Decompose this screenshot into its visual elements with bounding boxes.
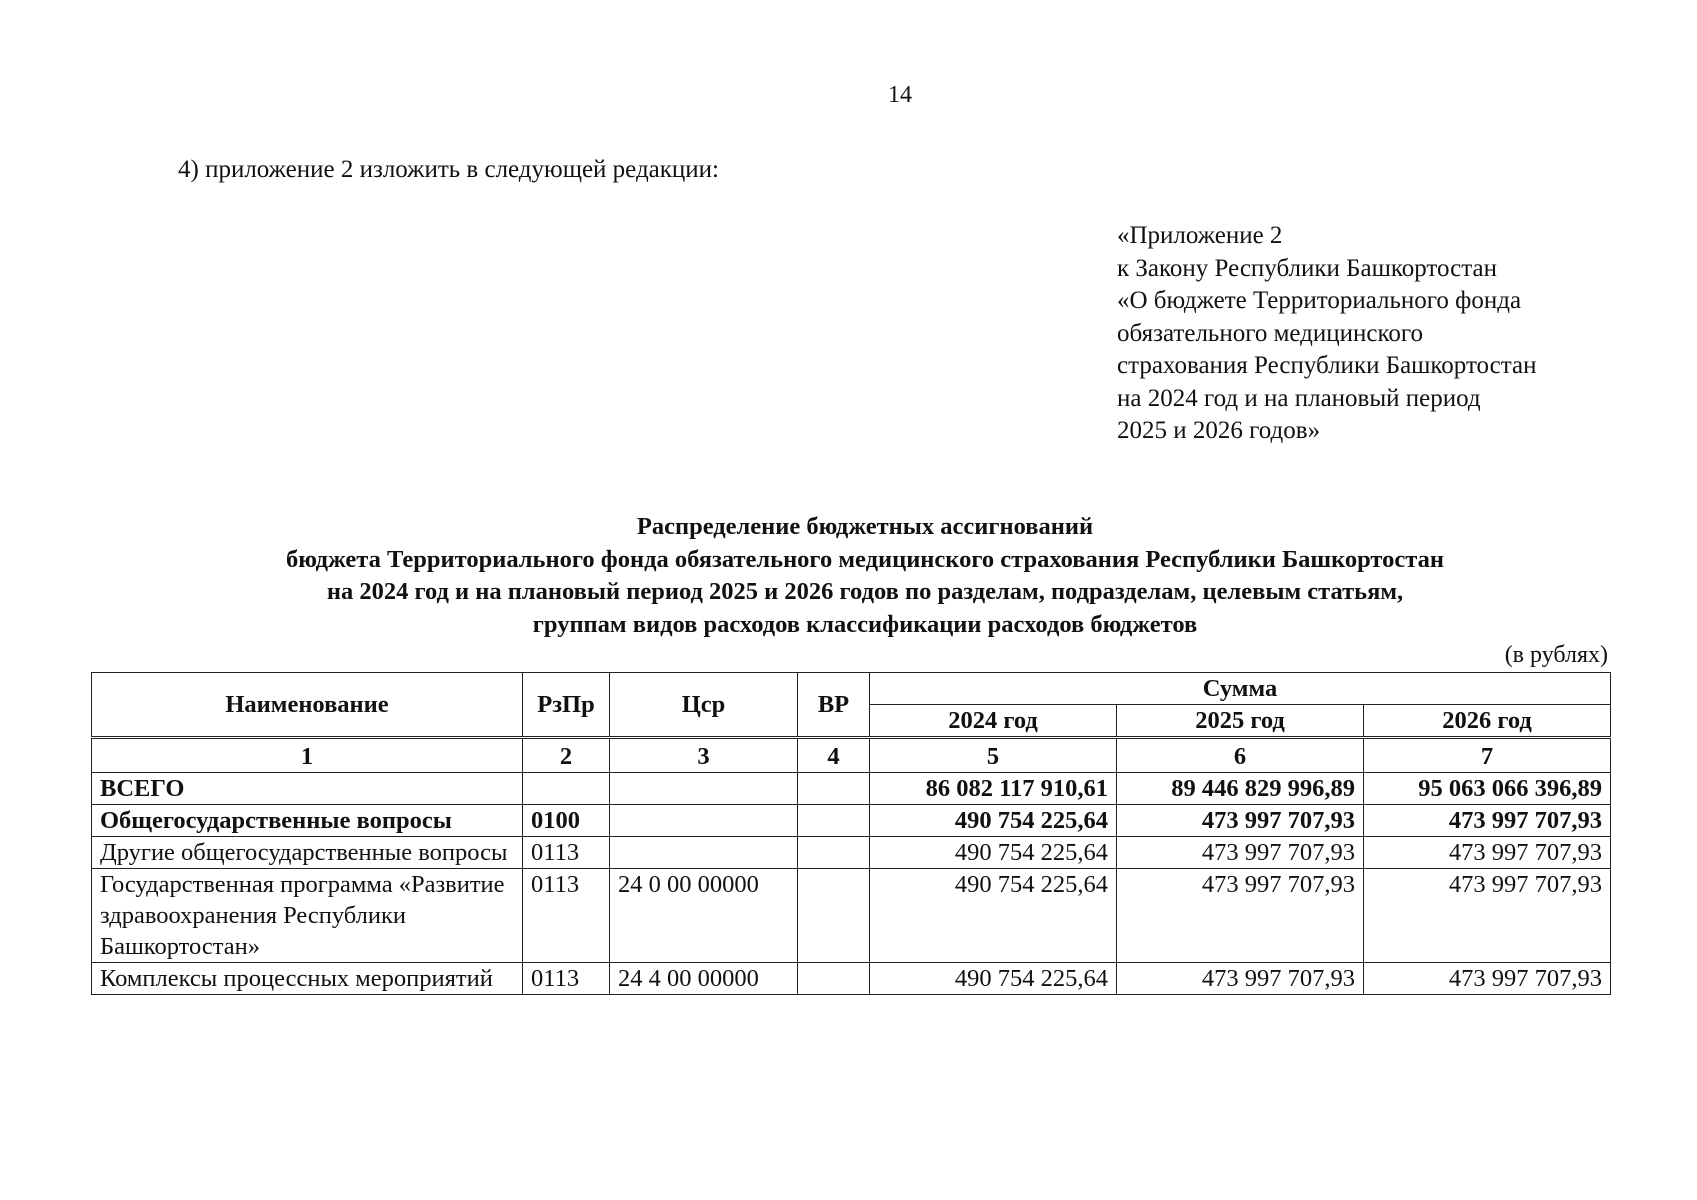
row-csr: 24 0 00 00000 [610,869,798,963]
budget-table [91,672,1611,995]
row-sum-2024: 490 754 225,64 [870,963,1117,995]
header-vr: ВР [798,673,870,738]
appendix-line: «О бюджете Территориального фонда [1117,287,1522,314]
row-vr [798,773,870,805]
row-sum-2024: 490 754 225,64 [870,805,1117,837]
table-row-total [92,773,1611,805]
row-csr [610,773,798,805]
row-sum-2026: 473 997 707,93 [1364,869,1611,963]
row-csr [610,805,798,837]
row-rzpr: 0100 [523,805,610,837]
header-rzpr: РзПр [523,673,610,738]
column-number: 2 [523,738,610,773]
units-note: (в рублях) [1504,642,1608,668]
row-rzpr: 0113 [523,869,610,963]
title-line: Распределение бюджетных ассигнований [636,513,1094,540]
row-csr [610,837,798,869]
appendix-line: 2025 и 2026 годов» [1117,417,1321,444]
appendix-line: «Приложение 2 [1117,222,1283,249]
row-sum-2025: 473 997 707,93 [1117,805,1364,837]
row-name: Другие общегосударственные вопросы [92,837,523,869]
row-sum-2025: 473 997 707,93 [1117,837,1364,869]
header-row [92,673,1611,705]
table-row [92,963,1611,995]
row-sum-2025: 473 997 707,93 [1117,963,1364,995]
header-name: Наименование [92,673,523,738]
row-name: Комплексы процессных мероприятий [92,963,523,995]
title-line: группам видов расходов классификации расходов бюджетов [532,610,1198,638]
row-sum-2024: 490 754 225,64 [870,837,1117,869]
appendix-line: к Закону Республики Башкортостан [1117,254,1497,282]
document-title [120,511,1610,641]
column-number: 3 [610,738,798,773]
row-name: Государственная программа «Развитие здравоохранения Республики Башкортостан» [92,869,523,963]
row-rzpr: 0113 [523,963,610,995]
row-vr [798,963,870,995]
row-vr [798,837,870,869]
column-number: 6 [1117,738,1364,773]
column-number: 5 [870,738,1117,773]
appendix-line: на 2024 год и на плановый период [1117,384,1481,412]
header-year-2025: 2025 год [1117,705,1364,738]
row-csr: 24 4 00 00000 [610,963,798,995]
row-sum-2026: 473 997 707,93 [1364,837,1611,869]
appendix-line: обязательного медицинского [1117,319,1424,347]
table-row [92,805,1611,837]
page-number: 14 [888,82,912,108]
column-number: 7 [1364,738,1611,773]
table-row [92,869,1611,963]
row-sum-2026: 95 063 066 396,89 [1364,773,1611,805]
column-numbers-row [92,738,1611,773]
header-sum: Сумма [870,673,1611,705]
row-name: Общегосударственные вопросы [92,805,523,837]
column-number: 1 [92,738,523,773]
table-row [92,837,1611,869]
row-sum-2025: 473 997 707,93 [1117,869,1364,963]
row-rzpr [523,773,610,805]
column-number: 4 [798,738,870,773]
header-csr: Цср [610,673,798,738]
row-sum-2025: 89 446 829 996,89 [1117,773,1364,805]
row-sum-2024: 86 082 117 910,61 [870,773,1117,805]
header-year-2024: 2024 год [870,705,1117,738]
row-name: ВСЕГО [92,773,523,805]
row-vr [798,869,870,963]
row-sum-2024: 490 754 225,64 [870,869,1117,963]
appendix-line: страхования Республики Башкортостан [1117,352,1537,379]
intro-paragraph: 4) приложение 2 изложить в следующей редакции: [178,156,719,183]
row-rzpr: 0113 [523,837,610,869]
title-line: бюджета Территориального фонда обязательного медицинского страхования Республики Башкортостан [286,545,1444,573]
row-sum-2026: 473 997 707,93 [1364,963,1611,995]
row-sum-2026: 473 997 707,93 [1364,805,1611,837]
title-line: на 2024 год и на плановый период 2025 и 2026 годов по разделам, подразделам, целевым статьям, [326,578,1404,605]
header-year-2026: 2026 год [1364,705,1611,738]
appendix-reference [1117,220,1536,448]
row-vr [798,805,870,837]
